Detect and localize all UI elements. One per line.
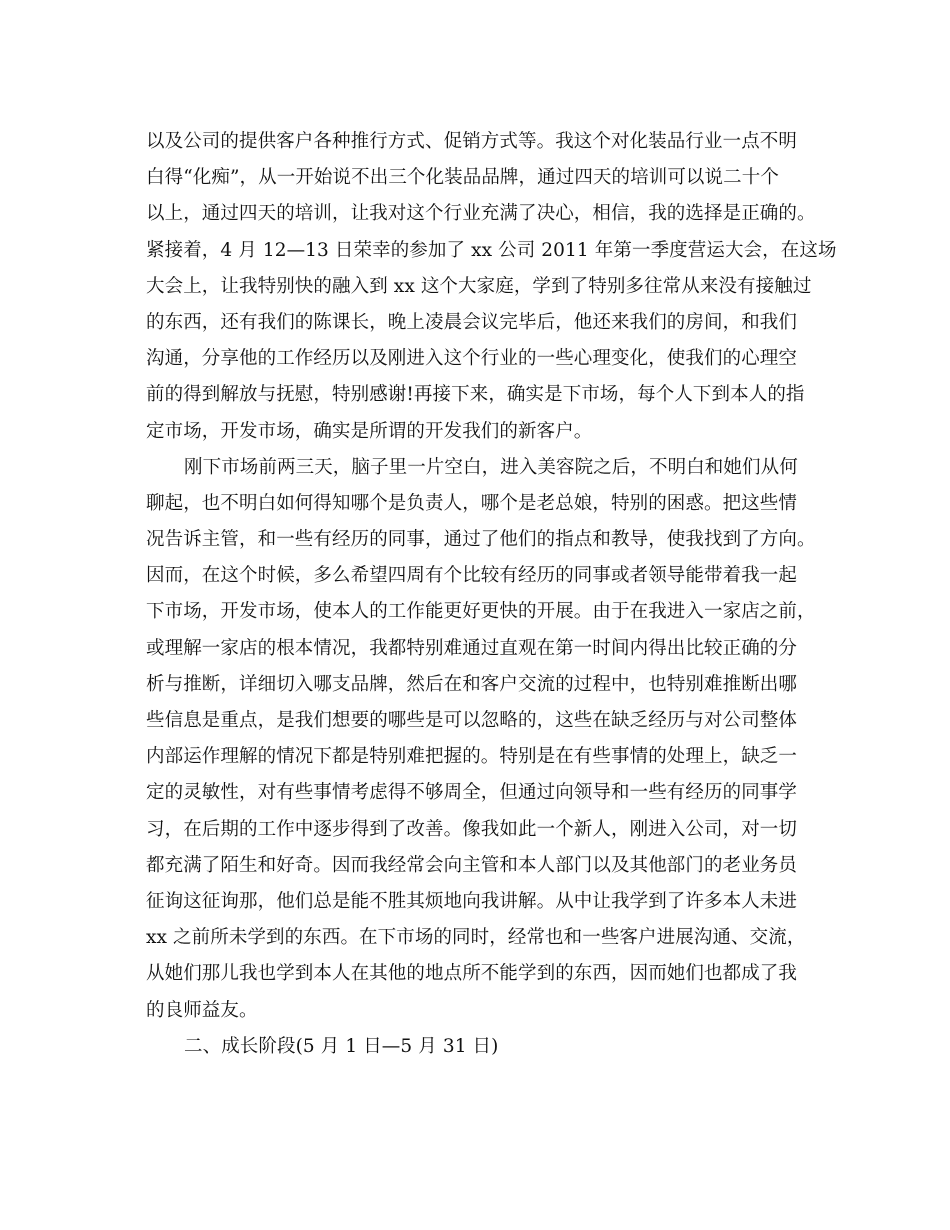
text-line: 下市场，开发市场，使本人的工作能更好更快的开展。由于在我进入一家店之前， [146, 601, 816, 623]
text-line: 或理解一家店的根本情况，我都特别难通过直观在第一时间内得出比较正确的分 [146, 637, 798, 659]
text-line: 因而，在这个时候，多么希望四周有个比较有经历的同事或者领导能带着我一起 [146, 565, 798, 587]
text-line: 大会上，让我特别快的融入到 xx 这个大家庭，学到了特别多往常从来没有接触过 [146, 275, 812, 297]
document-body [146, 124, 837, 1065]
text-line: 从她们那儿我也学到本人在其他的地点所不能学到的东西，因而她们也都成了我 [146, 963, 798, 985]
paragraph-2 [146, 450, 816, 1029]
text-line: 的良师益友。 [146, 999, 258, 1021]
text-line: 以上，通过四天的培训，让我对这个行业充满了决心，相信，我的选择是正确的。 [146, 203, 816, 225]
text-line: 的东西，还有我们的陈课长，晚上凌晨会议完毕后，他还来我们的房间，和我们 [146, 311, 798, 333]
text-line: xx 之前所未学到的东西。在下市场的同时，经常也和一些客户进展沟通、交流， [146, 927, 806, 949]
section-heading: 二、成长阶段(5 月 1 日—5 月 31 日) [184, 1035, 499, 1057]
text-line: 紧接着，4 月 12—13 日荣幸的参加了 xx 公司 2011 年第一季度营运大会，在这场 [146, 239, 837, 261]
text-line: 聊起，也不明白如何得知哪个是负责人，哪个是老总娘，特别的困惑。把这些情 [146, 492, 798, 514]
text-line: 刚下市场前两三天，脑子里一片空白，进入美容院之后，不明白和她们从何 [184, 456, 798, 478]
text-line: 白得“化痴”，从一开始说不出三个化装品品牌，通过四天的培训可以说二十个 [146, 167, 779, 189]
text-line: 些信息是重点，是我们想要的哪些是可以忽略的，这些在缺乏经历与对公司整体 [146, 710, 798, 731]
text-line: 定的灵敏性，对有些事情考虑得不够周全，但通过向领导和一些有经历的同事学 [146, 782, 798, 804]
text-line: 内部运作理解的情况下都是特别难把握的。特别是在有些事情的处理上，缺乏一 [146, 746, 798, 768]
text-line: 沟通，分享他的工作经历以及刚进入这个行业的一些心理变化，使我们的心理空 [146, 348, 798, 370]
text-line: 都充满了陌生和好奇。因而我经常会向主管和本人部门以及其他部门的老业务员 [146, 854, 798, 876]
text-line: 定市场，开发市场，确实是所谓的开发我们的新客户。 [146, 420, 593, 442]
text-line: 以及公司的提供客户各种推行方式、促销方式等。我这个对化装品行业一点不明 [146, 131, 798, 152]
paragraph-1 [146, 124, 837, 450]
text-line: 习，在后期的工作中逐步得到了改善。像我如此一个新人，刚进入公司，对一切 [146, 818, 798, 840]
text-line: 征询这征询那，他们总是能不胜其烦地向我讲解。从中让我学到了许多本人未进 [146, 890, 798, 912]
text-line: 析与推断，详细切入哪支品牌，然后在和客户交流的过程中，也特别难推断出哪 [146, 673, 798, 695]
text-line: 况告诉主管，和一些有经历的同事，通过了他们的指点和教导，使我找到了方向。 [146, 529, 816, 551]
text-line: 前的得到解放与抚慰，特别感谢!再接下来，确实是下市场，每个人下到本人的指 [146, 384, 805, 406]
section-heading-block [146, 1029, 810, 1065]
